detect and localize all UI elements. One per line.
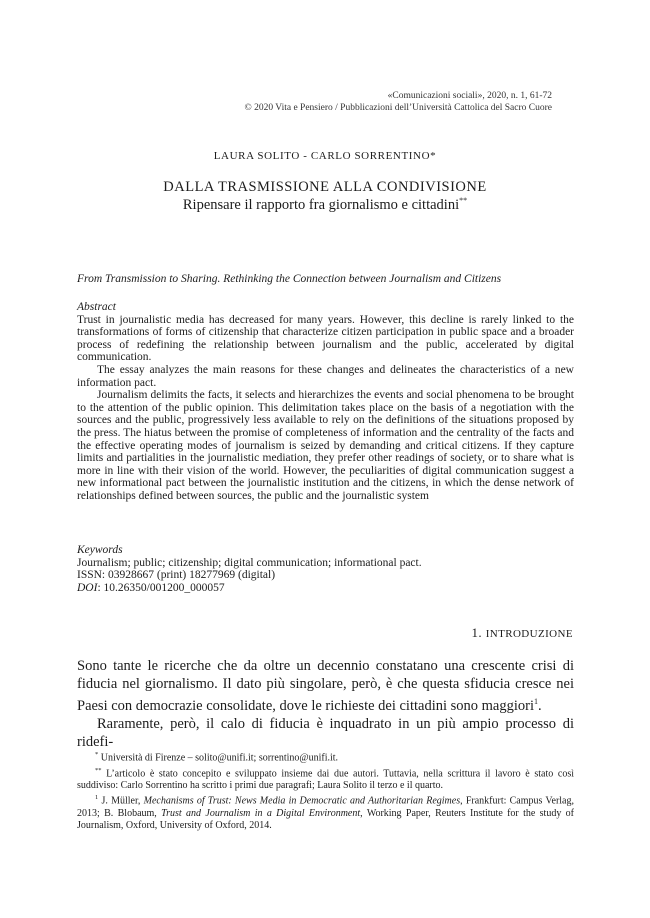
body-paragraph: Raramente, però, il calo di fiducia è inquadrato in un più ampio processo di ridefi- xyxy=(77,715,574,750)
journal-citation: «Comunicazioni sociali», 2020, n. 1, 61-72 xyxy=(387,91,552,101)
footnote-book-title: Mechanisms of Trust: News Media in Democratic and Authoritarian Regimes xyxy=(143,795,461,807)
section-number: 1. xyxy=(471,625,486,640)
abstract-paragraph: Journalism delimits the facts, it selects and hierarchizes the events and social phenomena to be brought to the attention of the public opinion. This delimitation takes place on the basis of a negotiation with the sources and the public, progressively less available to rely on the definitions of the situations proposed by the press. The hiatus between the promise of completeness of information and the centrality of the facts and the effective operating modes of journalism is seized by demanding and critical citizens. If they capture limits and partialities in the journalistic mediation, they prefer other readings of society, or to share what is more in line with their vision of the world. However, the peculiarities of digital communication suggest a new informational pact between the journalistic institution and the citizens, in which the dense network of relationships defined between sources, the public and the journalistic system xyxy=(77,389,574,502)
footnote-text: Università di Firenze – solito@unifi.it; sorrentino@unifi.it. xyxy=(98,752,339,764)
footnote-text: L’articolo è stato concepito e sviluppato insieme dai due autori. Tuttavia, nella scrittura il lavoro è stato così suddiviso: Carlo Sorrentino ha scritto i primi due paragrafi; Laura Solito il terzo e il quarto. xyxy=(77,767,574,792)
footnote-mark: ** xyxy=(95,766,102,774)
footnote-mark: * xyxy=(95,751,99,758)
doi-value: : 10.26350/001200_000057 xyxy=(97,581,225,594)
section-title: INTRODUZIONE xyxy=(485,628,573,640)
abstract-paragraph: The essay analyzes the main reasons for these changes and delineates the characteristics of a new information pact. xyxy=(77,363,574,389)
authors: LAURA SOLITO - CARLO SORRENTINO* xyxy=(213,150,437,162)
footnote-text: J. Müller, xyxy=(98,795,144,807)
abstract-section xyxy=(77,301,574,503)
footnote-paper-title: Trust and Journalism in a Digital Environment xyxy=(161,807,361,819)
footnote-ref: 1 xyxy=(534,697,539,706)
body-text xyxy=(77,657,574,751)
english-title: From Transmission to Sharing. Rethinking the Connection between Journalism and Citizens xyxy=(77,273,502,285)
subtitle-footnote-mark: ** xyxy=(459,196,468,205)
article-subtitle xyxy=(0,196,650,214)
body-paragraph-end: . xyxy=(538,697,542,714)
body-paragraph xyxy=(77,657,574,715)
subtitle-text: Ripensare il rapporto fra giornalismo e cittadini xyxy=(182,196,460,213)
abstract-label: Abstract xyxy=(77,301,116,313)
footnote-text: , Frankfurt: Campus Verlag, 2013; B. Blobaum, xyxy=(77,795,574,819)
footnote-text: , Working Paper, Reuters Institute for the study of Journalism, Oxford, University of Oxford, 2014. xyxy=(77,807,575,831)
keywords-text: Journalism; public; citizenship; digital communication; informational pact. xyxy=(77,556,422,569)
footnotes xyxy=(77,749,574,832)
keywords-label: Keywords xyxy=(77,544,123,556)
issn: ISSN: 03928667 (print) 18277969 (digital) xyxy=(77,569,276,582)
doi-label: DOI xyxy=(77,581,98,594)
doi xyxy=(77,582,574,595)
article-title: DALLA TRASMISSIONE ALLA CONDIVISIONE xyxy=(163,179,487,195)
footnote-mark: 1 xyxy=(95,794,99,802)
abstract-paragraph: Trust in journalistic media has decreased for many years. However, this decline is rarely linked to the transformations of forms of citizenship that characterize citizen participation in public space and a broader process of redefining the relationship between journalism and the public, accelerated by digital communication. xyxy=(77,313,574,364)
footnote xyxy=(77,749,574,765)
footnote xyxy=(77,792,574,832)
body-paragraph-text: Sono tante le ricerche che da oltre un decennio constatano una crescente crisi di fiducia nel giornalismo. Il dato più singolare, però, è che questa sfiducia cresce nei Paesi con democrazie consolidate, dove le richieste dei cittadini sono maggiori xyxy=(77,658,574,714)
section-heading xyxy=(472,625,574,641)
copyright-line: © 2020 Vita e Pensiero / Pubblicazioni dell’Università Cattolica del Sacro Cuore xyxy=(244,103,552,113)
keywords-section xyxy=(77,544,574,594)
footnote xyxy=(77,765,574,793)
